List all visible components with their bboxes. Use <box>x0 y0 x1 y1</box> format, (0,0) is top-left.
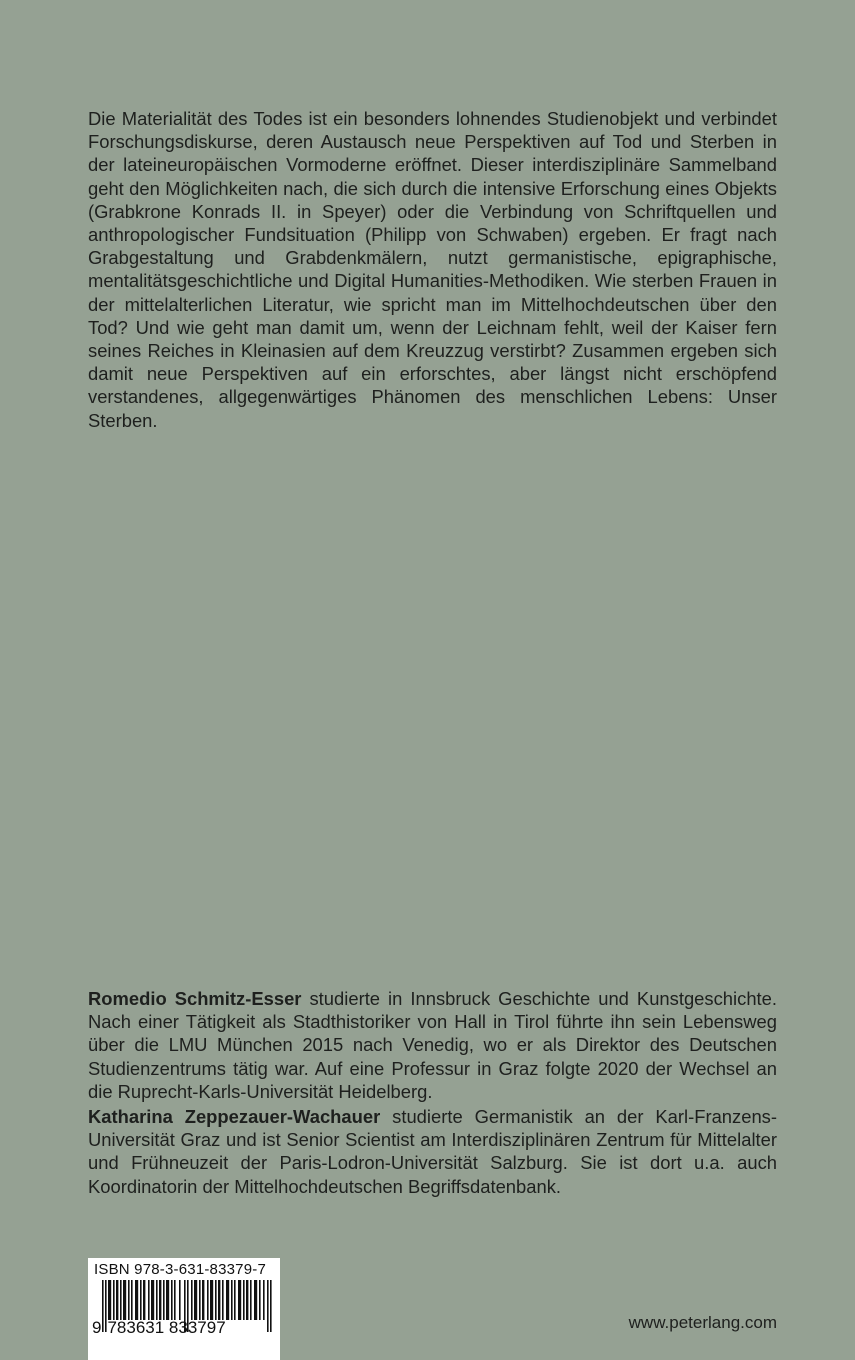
barcode-digits <box>92 1318 278 1338</box>
back-cover-blurb: Die Materialität des Todes ist ein besonders lohnendes Studienobjekt und verbindet Forschungsdiskurse, deren Austausch neue Perspektiven auf Tod und Sterben in der lateineuropäischen Vormoderne eröffnet. Dieser interdisziplinäre Sammelband geht den Möglichkeiten nach, die sich durch die intensive Erforschung eines Objekts (Grabkrone Konrads II. in Speyer) oder die Verbindung von Schriftquellen und anthropologischer Fundsituation (Philipp von Schwaben) ergeben. Er fragt nach Grabgestaltung und Grabdenkmälern, nutzt germanistische, epigraphische, mentalitätsgeschichtliche und Digital Humanities-Methodiken. Wie sterben Frauen in der mittelalterlichen Literatur, wie spricht man im Mittelhochdeutschen über den Tod? Und wie geht man damit um, wenn der Leichnam fehlt, weil der Kaiser fern seines Reiches in Kleinasien auf dem Kreuzzug verstirbt? Zusammen ergeben sich damit neue Perspektiven auf ein erforschtes, aber längst nicht erschöpfend verstandenes, allgegenwärtiges Phänomen des menschlichen Lebens: Unser Sterben. <box>88 108 777 431</box>
author-bio-1 <box>88 987 777 1103</box>
isbn-barcode-box <box>88 1258 280 1360</box>
isbn-label: ISBN 978-3-631-83379-7 <box>94 1261 267 1278</box>
author-bio-text-2: studierte Germanistik an der Karl-Franzens-Universität Graz und ist Senior Scientist am Interdisziplinären Zentrum für Mittelalter und Frühneuzeit der Paris-Lodron-Universität Salzburg. Sie ist dort u.a. auch Koordinatorin der Mittelhochdeutschen Begriffsdatenbank. <box>88 1106 777 1197</box>
barcode-digit-first: 9 <box>92 1318 102 1337</box>
author-name-1: Romedio Schmitz-Esser <box>88 988 302 1009</box>
author-bio-text-1: studierte in Innsbruck Geschichte und Kunstgeschichte. Nach einer Tätigkeit als Stadthistoriker von Hall in Tirol führte ihn sein Lebensweg über die LMU München 2015 nach Venedig, wo er als Direktor des Deutschen Studienzentrums tätig war. Auf eine Professur in Graz folgte 2020 der Wechsel an die Ruprecht-Karls-Universität Heidelberg. <box>88 988 777 1102</box>
barcode-digits-rest: 783631 833797 <box>107 1318 226 1337</box>
publisher-website: www.peterlang.com <box>628 1313 777 1332</box>
author-bio-2 <box>88 1105 777 1198</box>
author-name-2: Katharina Zeppezauer-Wachauer <box>88 1106 381 1127</box>
